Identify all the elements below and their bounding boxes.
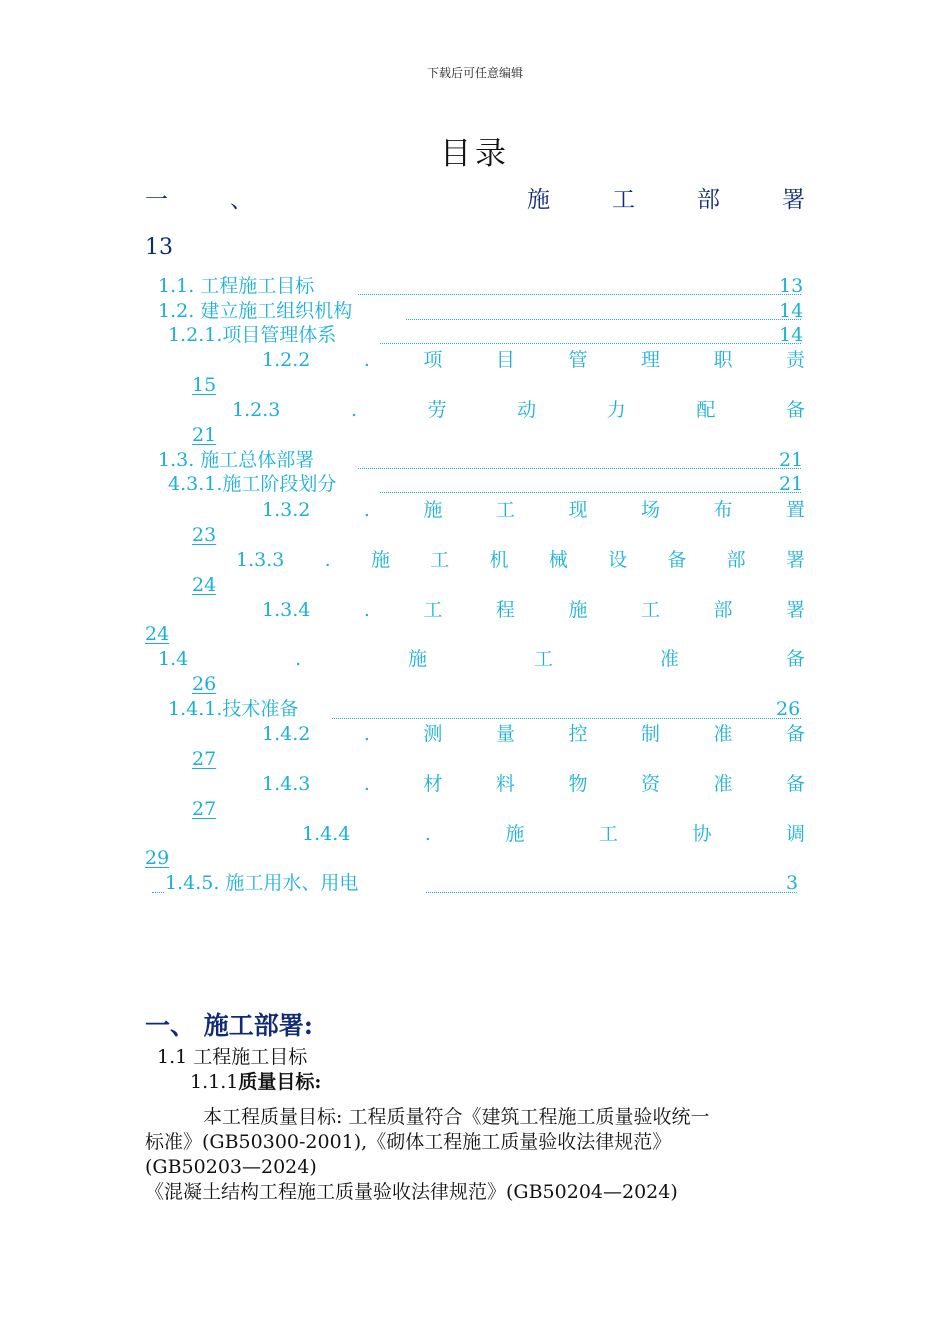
toc-page-number: 26 bbox=[192, 673, 217, 695]
toc-page-number: 23 bbox=[192, 524, 217, 546]
sub-subsection-number: 1.1.1 bbox=[190, 1071, 239, 1093]
toc-entry-char: 1.4.2 bbox=[262, 723, 311, 745]
toc-entry-char: 料 bbox=[495, 773, 515, 795]
toc-page-number: 21 bbox=[779, 473, 804, 495]
paragraph-line: 《混凝土结构工程施工质量验收法律规范》(GB50204—2024) bbox=[145, 1181, 678, 1203]
toc-entry-char: 动 bbox=[517, 399, 537, 421]
toc-entry-char: 施 bbox=[370, 549, 390, 571]
toc-entry-char: 制 bbox=[640, 723, 660, 745]
toc-leader-dots bbox=[380, 343, 801, 344]
toc-entry-char: 1.3.4 bbox=[262, 599, 311, 621]
toc-page-number: 24 bbox=[145, 623, 170, 645]
toc-entry-char: 部 bbox=[726, 549, 746, 571]
toc-entry-char: 测 bbox=[423, 723, 443, 745]
toc-entry-char: . bbox=[363, 349, 370, 371]
toc-entry-1-2-1[interactable]: 1.2.1.项目管理体系 bbox=[168, 324, 337, 346]
toc-entry-char: 现 bbox=[568, 499, 588, 521]
toc-entry-1-2[interactable]: 1.2. 建立施工组织机构 bbox=[158, 300, 353, 322]
toc-entry-1-3-3[interactable] bbox=[236, 548, 805, 572]
toc-entry-char: 施 bbox=[568, 599, 588, 621]
toc-entry-char: 量 bbox=[495, 723, 515, 745]
toc-entry-char: . bbox=[350, 399, 357, 421]
toc-entry-char: . bbox=[363, 773, 370, 795]
toc-entry-1-2-2[interactable] bbox=[262, 348, 805, 372]
paragraph-line: (GB50203—2024) bbox=[145, 1156, 317, 1178]
toc-entry-char: 部 bbox=[713, 599, 733, 621]
toc-entry-char: . bbox=[363, 723, 370, 745]
toc-entry-char: 工 bbox=[598, 823, 618, 845]
toc-entry-char: 布 bbox=[713, 499, 733, 521]
toc-page-number: 13 bbox=[779, 275, 804, 297]
toc-entry-char: 1.3.2 bbox=[262, 499, 311, 521]
toc-entry-char: 1.4.4 bbox=[302, 823, 351, 845]
toc-entry-char: 劳 bbox=[427, 399, 447, 421]
toc-entry-1-1[interactable]: 1.1. 工程施工目标 bbox=[158, 275, 315, 297]
toc-entry-char: 调 bbox=[785, 823, 805, 845]
toc-entry-char: 施 bbox=[505, 823, 525, 845]
sub-subsection-heading bbox=[190, 1070, 321, 1094]
toc-entry-char: 职 bbox=[713, 349, 733, 371]
toc-entry-char: 目 bbox=[495, 349, 515, 371]
toc-entry-char: 工 bbox=[430, 549, 450, 571]
toc-leader-dots bbox=[426, 892, 797, 893]
toc-page-number: 27 bbox=[192, 748, 217, 770]
toc-entry-char: 备 bbox=[785, 773, 805, 795]
toc-entry-char: 工 bbox=[495, 499, 515, 521]
toc-entry-char: 控 bbox=[568, 723, 588, 745]
toc-entry-char: 准 bbox=[713, 723, 733, 745]
toc-entry-char: 配 bbox=[696, 399, 716, 421]
toc-entry-char: 1.4.3 bbox=[262, 773, 311, 795]
toc-entry-char: 程 bbox=[495, 599, 515, 621]
toc-entry-char: 准 bbox=[659, 648, 679, 670]
paragraph-line: 标准》(GB50300-2001),《砌体工程施工质量验收法律规范》 bbox=[145, 1131, 672, 1153]
toc-page-number: 13 bbox=[145, 235, 173, 260]
toc-leader-dots bbox=[380, 492, 801, 493]
toc-entry-char: 材 bbox=[423, 773, 443, 795]
toc-entry-char: 施 bbox=[408, 648, 428, 670]
toc-entry-char: 置 bbox=[785, 499, 805, 521]
toc-page-number: 14 bbox=[779, 324, 804, 346]
toc-chapter-char: 一 bbox=[145, 187, 168, 213]
toc-chapter-char: 部 bbox=[697, 187, 720, 213]
toc-leader-dots bbox=[332, 718, 801, 719]
toc-entry-char: 工 bbox=[423, 599, 443, 621]
toc-page-number: 29 bbox=[145, 847, 170, 869]
toc-leader-dots bbox=[358, 294, 801, 295]
toc-entry-char: 1.2.3 bbox=[232, 399, 281, 421]
toc-entry-char: . bbox=[363, 599, 370, 621]
toc-entry-4-3-1[interactable]: 4.3.1.施工阶段划分 bbox=[168, 473, 337, 495]
toc-entry-char: 管 bbox=[568, 349, 588, 371]
toc-entry-1-3-2[interactable] bbox=[262, 498, 805, 522]
toc-entry-char: 工 bbox=[534, 648, 554, 670]
toc-entry-char: 工 bbox=[640, 599, 660, 621]
sub-subsection-label: 质量目标: bbox=[238, 1071, 322, 1093]
toc-entry-char: 备 bbox=[785, 723, 805, 745]
toc-entry-char: 力 bbox=[606, 399, 626, 421]
toc-entry-1-4[interactable] bbox=[158, 647, 805, 671]
toc-entry-char: 署 bbox=[785, 599, 805, 621]
toc-entry-char: . bbox=[324, 549, 331, 571]
toc-entry-char: 1.2.2 bbox=[262, 349, 311, 371]
toc-entry-char: 备 bbox=[667, 549, 687, 571]
toc-entry-char: 械 bbox=[548, 549, 568, 571]
toc-entry-1-3[interactable]: 1.3. 施工总体部署 bbox=[158, 449, 315, 471]
toc-leader-dots bbox=[152, 892, 164, 893]
page-header: 下载后可任意编辑 bbox=[426, 66, 523, 80]
toc-title: 目录 bbox=[440, 136, 510, 172]
toc-entry-1-2-3[interactable] bbox=[232, 398, 805, 422]
toc-entry-char: 备 bbox=[785, 399, 805, 421]
toc-page-number: 21 bbox=[192, 424, 217, 446]
toc-entry-1-3-4[interactable] bbox=[262, 598, 805, 622]
toc-entry-char: 设 bbox=[608, 549, 628, 571]
toc-entry-char: 协 bbox=[692, 823, 712, 845]
toc-entry-1-4-3[interactable] bbox=[262, 772, 805, 796]
toc-entry-char: 1.4 bbox=[158, 648, 189, 670]
toc-entry-char: 理 bbox=[640, 349, 660, 371]
toc-entry-char: 备 bbox=[785, 648, 805, 670]
toc-page-number: 27 bbox=[192, 798, 217, 820]
toc-entry-char: 资 bbox=[640, 773, 660, 795]
toc-entry-1-4-5[interactable]: 1.4.5. 施工用水、用电 bbox=[165, 872, 359, 894]
toc-entry-chapter-1[interactable] bbox=[145, 186, 805, 214]
toc-leader-dots bbox=[358, 468, 801, 469]
toc-entry-char: 物 bbox=[568, 773, 588, 795]
toc-entry-1-4-2[interactable] bbox=[262, 722, 805, 746]
paragraph-line: 本工程质量目标: 工程质量符合《建筑工程施工质量验收统一 bbox=[203, 1106, 710, 1128]
toc-entry-char: 署 bbox=[785, 549, 805, 571]
toc-entry-char: . bbox=[424, 823, 431, 845]
subsection-heading: 1.1 工程施工目标 bbox=[157, 1046, 308, 1068]
toc-leader-dots bbox=[406, 319, 801, 320]
toc-page-number: 15 bbox=[192, 374, 217, 396]
toc-chapter-char: 工 bbox=[612, 187, 635, 213]
toc-entry-1-4-1[interactable]: 1.4.1.技术准备 bbox=[168, 698, 299, 720]
toc-entry-char: 项 bbox=[423, 349, 443, 371]
toc-entry-char: . bbox=[295, 648, 302, 670]
toc-entry-char: 责 bbox=[785, 349, 805, 371]
toc-entry-char: 准 bbox=[713, 773, 733, 795]
toc-page-number: 26 bbox=[776, 698, 801, 720]
toc-entry-1-4-4[interactable] bbox=[302, 822, 805, 846]
toc-page-number: 24 bbox=[192, 574, 217, 596]
toc-entry-char: 施 bbox=[423, 499, 443, 521]
toc-page-number: 14 bbox=[779, 300, 804, 322]
toc-chapter-char: 、 bbox=[230, 187, 253, 213]
toc-entry-char: . bbox=[363, 499, 370, 521]
toc-chapter-char: 署 bbox=[782, 187, 805, 213]
toc-entry-char: 场 bbox=[640, 499, 660, 521]
toc-entry-char: 1.3.3 bbox=[236, 549, 285, 571]
toc-chapter-char: 施 bbox=[527, 187, 550, 213]
toc-entry-char: 机 bbox=[489, 549, 509, 571]
section-heading: 一、 施工部署: bbox=[145, 1011, 313, 1040]
toc-page-number: 3 bbox=[786, 872, 799, 894]
toc-page-number: 21 bbox=[779, 449, 804, 471]
